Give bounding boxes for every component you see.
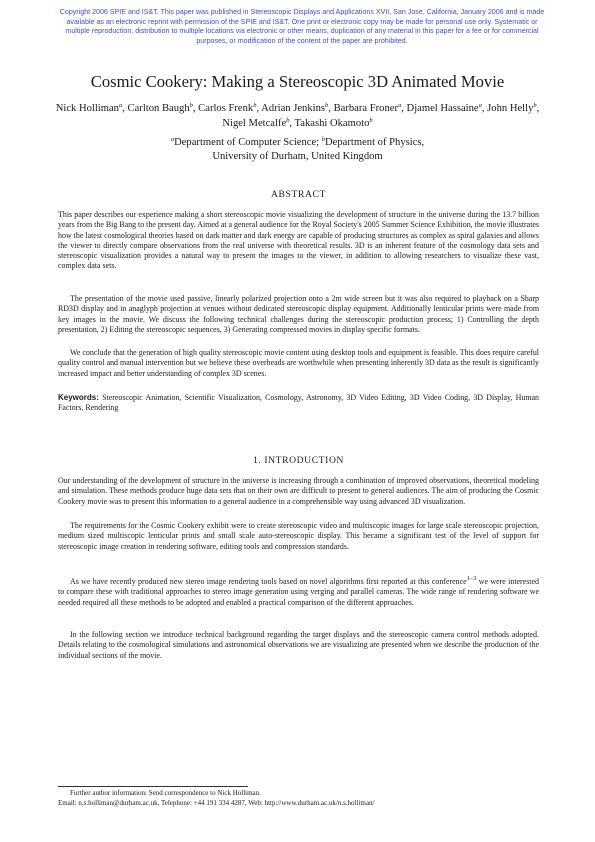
introduction-text: As we have recently produced new stereo image rendering tools based on novel algorithms first reported at this conference [70, 577, 467, 586]
abstract-paragraph: This paper describes our experience making a short stereoscopic movie visualizing the development of structure in the universe during the 13.7 billion years from the Big Bang to the present day. Aimed at a general audience for the Royal Society's 2005 Summer Science Exhibition, the movie illustrates how the latest cosmological theories based on dark matter and dark energy are capable of producing structures as complex as spiral galaxies and allows the viewer to directly compare observations from the real universe with theoretical results. 3D is an inherent feature of the cosmology data sets and stereoscopic visualization provides a natural way to present the images to the viewer, in addition to allowing researchers to visualize these vast, complex data sets. [58, 210, 540, 271]
introduction-heading: 1. INTRODUCTION [252, 455, 345, 466]
abstract-paragraph: The presentation of the movie used passive, linearly polarized projection onto a 2m wide screen but it was also required to playback on a Sharp RD3D display and in anaglyph projection at venues without dedicated stereoscopic display equipment. Additionally lenticular prints were made from key images in the movie. We discuss the following technical challenges during the stereoscopic production process; 1) Controlling the depth presentation, 2) Editing the stereoscopic sequences, 3) Generating compressed movies in display specific formats. [58, 294, 539, 334]
author-name: Nigel Metcalfe [222, 118, 287, 129]
author-name: Takashi Okamoto [294, 118, 370, 129]
affiliation-departments [50, 136, 545, 150]
copyright-notice: Copyright 2006 SPIE and IS&T. This paper was published in Stereoscopic Displays and Applications XVII, San Jose, California, January 2006 and is made available as an electronic reprint with permission of the SPIE and IS&T. One print or electronic copy may be made for personal use only. Systematic or multiple reproduction, distribution to multiple locations via electronic or other means, duplication of any material in this paper for a fee or for commercial purposes, or modification of the content of the paper are prohibited. [59, 8, 545, 45]
author-affiliation-mark: b [189, 102, 193, 109]
author-name: Djamel Hassaine [406, 103, 479, 114]
introduction-paragraph [58, 577, 539, 608]
department-computer-science: Department of Computer Science; [174, 137, 322, 148]
author-name: Carlos Frenk [198, 103, 254, 114]
keywords-list: Stereoscopic Animation, Scientific Visualization, Cosmology, Astronomy, 3D Video Editing, 3D Video Coding, 3D Display, Human Factors, Rendering [58, 393, 539, 413]
author-name: Barbara Froner [333, 103, 398, 114]
keywords-label: Keywords: [58, 393, 99, 402]
introduction-text: we were interested to compare these with traditional approaches to stereo image generation using verging and parallel cameras. The wide range of rendering software we needed required all these methods to be adopted and enabled a practical comparison of the different approaches. [58, 577, 539, 607]
affiliation-mark-b: b [321, 136, 326, 143]
footnote-author-info: Further author information: Send correspondence to Nick Holliman. [70, 789, 261, 797]
introduction-paragraph: The requirements for the Cosmic Cookery exhibit were to create stereoscopic video and multiscopic images for large scale stereoscopic projection, medium sized multiscopic lenticular prints and small scale auto-stereoscopic display. This became a significant test of the level of support for stereoscopic image creation in rendering software, editing tools and compression standards. [58, 521, 539, 551]
author-name: Adrian Jenkins [261, 103, 326, 114]
abstract-heading: ABSTRACT [271, 189, 326, 200]
footnote-rule [58, 786, 248, 787]
author-affiliation-mark: b [325, 102, 329, 109]
abstract-paragraph: We conclude that the generation of high quality stereoscopic movie content using desktop tools and equipment is feasible. This does require careful quality control and manual intervention but we believe these overheads are worthwhile when presenting inherently 3D data as the result is significantly increased impact and better understanding of complex 3D scenes. [58, 348, 539, 378]
author-affiliation-mark: b [533, 102, 537, 109]
author-name: Nick Holliman [55, 103, 119, 114]
author-affiliation-mark: b [369, 117, 373, 124]
author-affiliation-mark: a [398, 102, 402, 109]
paper-title: Cosmic Cookery: Making a Stereoscopic 3D Animated Movie [90, 72, 505, 91]
author-name: John Helly [487, 103, 534, 114]
author-list: Nick Holliman$^a$, Carlton Baugh$^b$, Carlos Frenk$^b$, Adrian Jenkins$^b$, Barbara Froner$^a$, Djamel Hassaine$^a$, John Helly$^b$, Nigel Metcalfe$^b$, Takashi Okamoto$^b$ [55, 102, 540, 129]
author-affiliation-mark: b [286, 117, 290, 124]
author-affiliation-mark: a [118, 102, 123, 109]
author-name: Carlton Baugh [127, 103, 190, 114]
university: University of Durham, United Kingdom [212, 151, 383, 162]
introduction-paragraph: Our understanding of the development of structure in the universe is increasing through a combination of improved observations, theoretical modeling and simulation. These methods produce huge data sets that on their own are difficult to present to general audiences. The aim of producing the Cosmic Cookery movie was to present this information to a general audience in a comprehensible way using advanced 3D visualization. [58, 476, 539, 506]
footnote-contact: Email: n.s.holliman@durham.ac.uk, Telephone: +44 191 334 4287, Web: http://www.durham.ac.uk/n.s.holliman/ [58, 799, 375, 807]
author-affiliation-mark: a [478, 102, 482, 109]
affiliation [50, 136, 545, 164]
keywords [58, 393, 539, 414]
department-physics: Department of Physics, [325, 137, 425, 148]
introduction-paragraph: In the following section we introduce technical background regarding the target displays and the stereoscopic camera control methods adopted. Details relating to the cosmological simulations and astronomical observations we are visualizing are presented when we describe the production of the individual sections of the movie. [58, 630, 539, 660]
affiliation-mark-a: a [170, 136, 175, 143]
author-affiliation-mark: b [253, 102, 257, 109]
citation-ref: 1–3 [466, 575, 477, 582]
